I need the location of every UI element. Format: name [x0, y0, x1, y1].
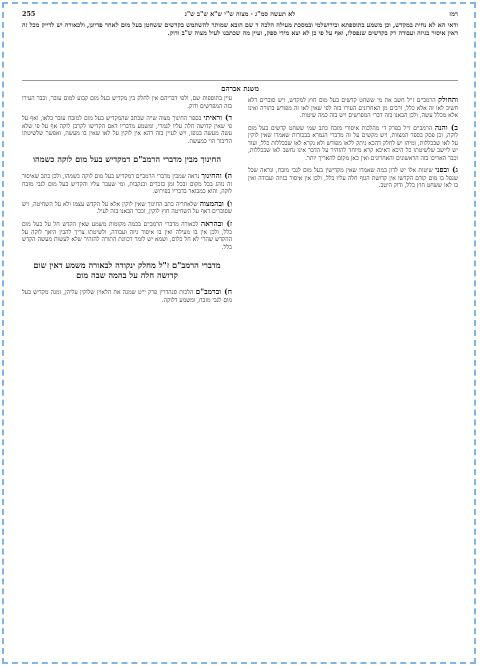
right-column: [248, 96, 458, 194]
paragraph: [248, 166, 458, 191]
paragraph-lead: ו) ובהמצוה: [199, 198, 233, 208]
left-column: [22, 96, 232, 308]
paragraph-text: עיין בתוספות שם, ולפי דבריהם אין לחלק בין מקדיש בעל מום קבוע למום עובר, וכבר העירו בזה המפרשים ודוק.: [22, 96, 232, 110]
paragraph-lead: ח) וברמב"ם: [195, 287, 232, 297]
paragraph-text: הרמב"ם ז"ל חשב את מי ששחט קדשים בעל מום חוץ למקדש, ויש סוברים דלא חשיב לאו זה אלא כלל, ורבים מן האחרונים העירו בזה לפי שאין לאו זה מפורש בתורה ואינו אלא מכלל עשה, ולכן הבאנו בזה דברי המפרשים ויש בזה כמה שיטות.: [248, 98, 458, 120]
header-title: לא תעשה סמ"ג · מצוה ש"י ש"א ש"ב ש"ג: [184, 10, 296, 18]
paragraph-lead: ב) והנה: [434, 122, 458, 132]
heading-box-2: מדברי הרמב"ם ז"ל מחלק ינקודה לבאורה משמע דאין שום קדושה חלה על בהמה שבה מום: [33, 260, 221, 281]
divider: [22, 80, 458, 81]
paragraph-text: שלאחריה כתב החינוך שאין לוקין אלא על הקדש עצמו ולא על השחיטה, ויש שסוברים דאף על השחיטה חוץ לוקין, וכבר הבאנו בזה לעיל.: [22, 201, 232, 216]
paragraph-text: הרמב"ם ז"ל בפרק ד' מהלכות איסורי מזבח כתב שמי ששחט קדשים בעל מום לוקה, וכן פסק בספר המצוות, ויש מקשים על זה מדברי הגמרא בבכורות שאמרו שאין לוקין על לאו שבכללות, ומיהו יש לחלק דהכא ניתק ללאו מפורש ולא נקרא לאו שבכללות כלל, ועוד יש ליישב שלשיטתו כל היכא דאיכא קרא מיוחד להזהיר על הדבר אינו נחשב לאו שבכללות, וכבר האריכו בזה הראשונים והאחרונים ואין כאן מקום להאריך יותר.: [248, 125, 458, 162]
paragraph-text: לכאורה מדברי הרמב"ם בכמה מקומות משמע שאין הקדש חל על בעל מום כלל, ולכן אין בו מעילה ואין בו איסור גיזה ועבודה, ולשיטתו צריך להבין היאך לוקה על ההקדש שהרי לא חל כלום, ושמא יש לומר דכוונת התורה להזהיר שלא לעשות מעשה הקדש כלל.: [22, 222, 232, 251]
section-title: משנת אברהם: [221, 84, 259, 93]
paragraph-text: נראה שמבין מדברי הרמב"ם דמקדיש בעל מום לוקה כשמהו, ולכן כתב שאיסור זה נוהג בכל מקום ובכל זמן בזכרים ובנקבות, ומי שעבר עליו והקדיש בעל מום לגבי מזבח לוקה, והוא כמבואר בדבריו בפירוש.: [22, 174, 232, 196]
paragraph-lead: ה) והחינוך: [201, 171, 232, 181]
paragraph: [248, 96, 458, 121]
paragraph-lead: ז) ובהראה: [200, 219, 232, 229]
paragraph-text: הלכות סנהדרין פרק י"ט שמנה את הלאוין שלוקין עליהן, ומנה מקדיש בעל מום לגבי מזבח, ומשמע דלוקה.: [22, 290, 232, 304]
paragraph-lead: ד) וראיתי: [203, 113, 233, 123]
paragraph: [22, 172, 232, 197]
paragraph-text: שיטות אלו יש לדון במה שאמרו שאין מקדישין בעל מום לגבי מזבח, ונראה שכל שנפל בו מום קודם הקדשו אין קדושת הגוף חלה עליו כלל, ולכן אין איסור בגיזה ועבודה ואין בו לאו ששחט חוץ כלל, ודוק היטב.: [248, 168, 458, 190]
paragraph-text: בספר החינוך מצוה ש"ה שכתב שהמקדיש בעל מום למזבח עובר בלאו, ואף על פי שאין קדושה חלה עליו לגמרי, ומשמע מדבריו דאם הקדישו לקרבן לוקה אף על פי שלא עשה מעשה בגופו, ויש לעיין בזה דהא אין לוקין על לאו שאין בו מעשה, ואפשר שלשיטתו הדיבור הוי כמעשה.: [22, 116, 232, 145]
header-right: רמז: [449, 10, 458, 18]
paragraph: [22, 96, 232, 111]
paragraph: [22, 220, 232, 252]
paragraph: [22, 288, 232, 305]
page-number: 255: [22, 10, 36, 18]
paragraph: [22, 114, 232, 146]
paragraph-lead: והחולק: [438, 95, 458, 104]
top-paragraph: ודאי הא לא נחית במקדש, וכן משמע בתוספתא ובירושלמי ובמסכת מעילה הלכה ד שם הובא שמותר להשתמש בקדשים ששחטן בעל מום לאחר פדיונן, ולכאורה יש לדייק מכל זה דאין איסור בגיזה ועבודה רק בקדשים שנפסלו, ואף על פי כן לא יצא מידי ספק, ועיין מה שכתבנו לעיל מצוה ש"ב ודוק.: [22, 22, 458, 38]
heading-box-1: החינוך מבין מדברי הרמב"ם דמקדיש בעל מום לוקה כשמהו: [32, 154, 222, 165]
running-header: [22, 10, 458, 22]
paragraph-lead: ג) ובפני: [435, 165, 459, 175]
paragraph: [248, 124, 458, 164]
paragraph: [22, 200, 232, 217]
